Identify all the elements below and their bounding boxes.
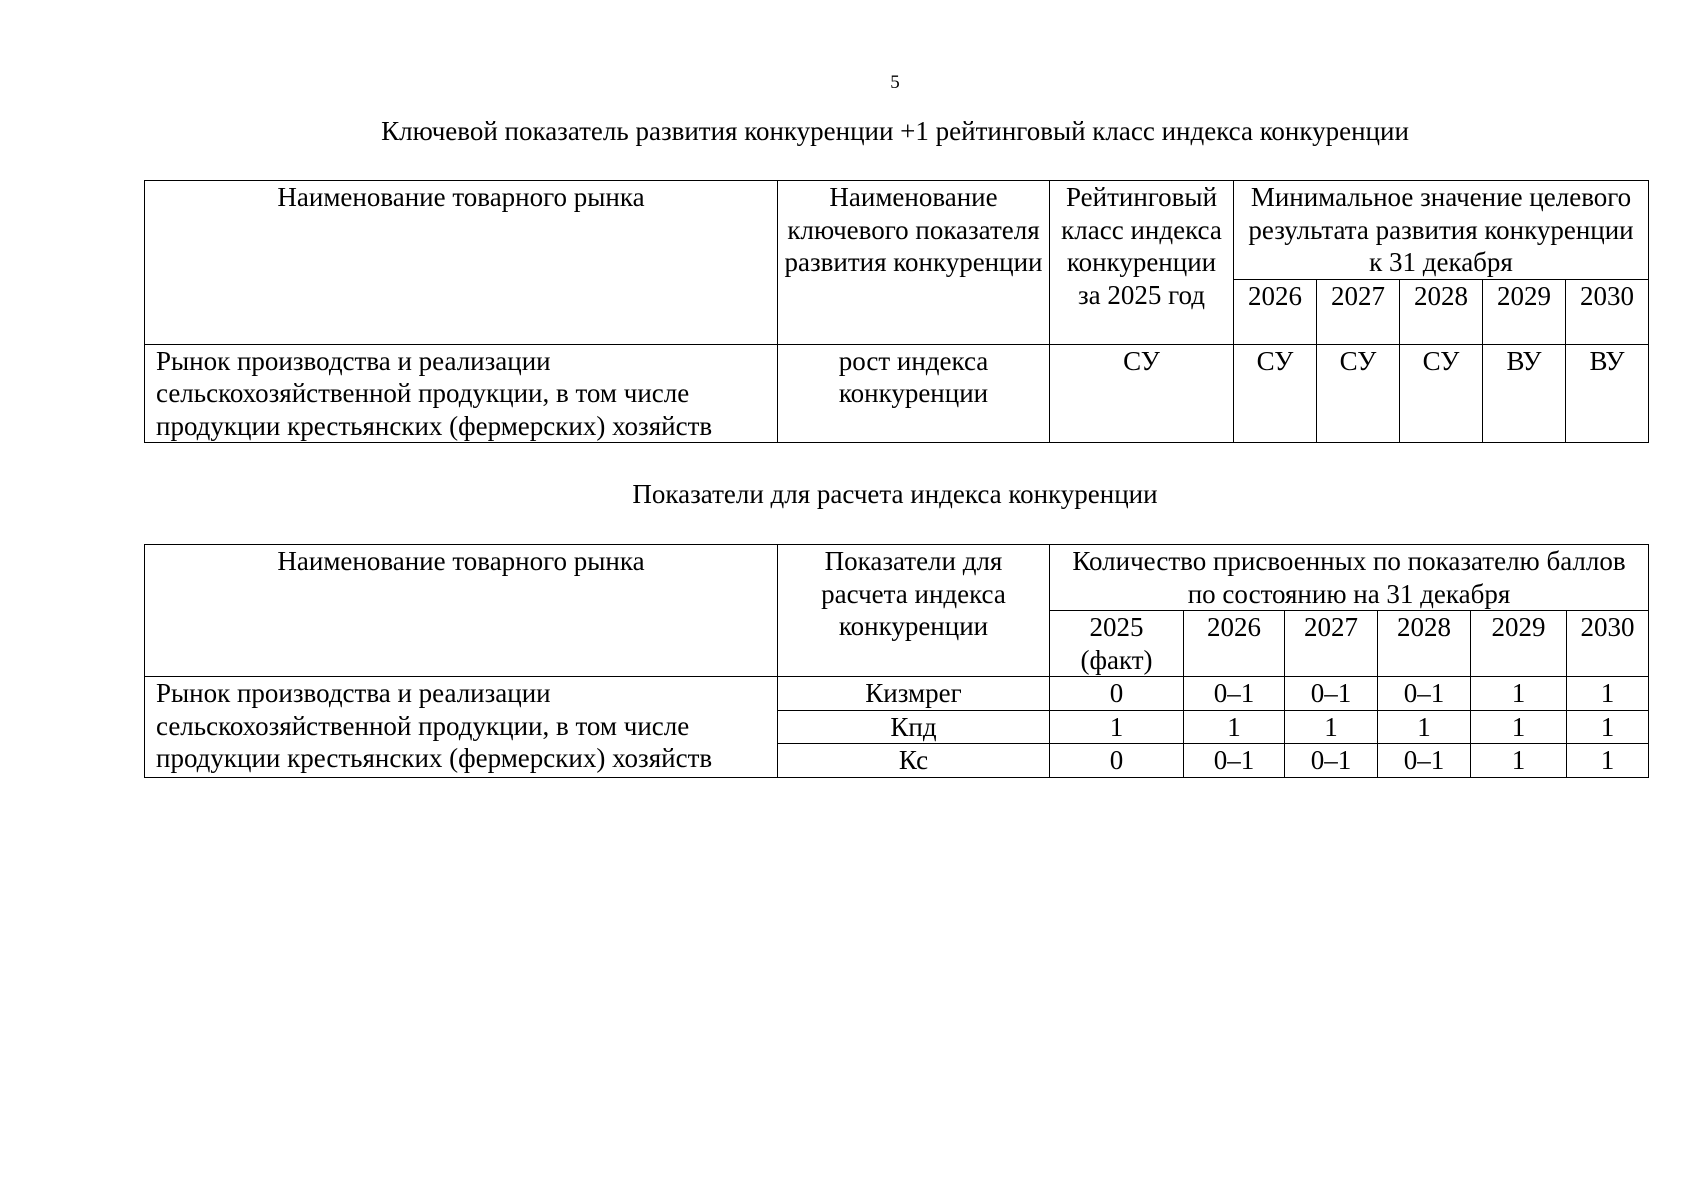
header-year: 2027 [1317,279,1400,344]
value-cell: 1 [1471,677,1567,711]
indicator-cell: рост индекса конкуренции [778,344,1050,443]
market-name-cell: Рынок производства и реализации сельскохозяйственной продукции, в том числе продукции крестьянских (фермерских) хозяйств [145,344,778,443]
header-indicator: Наименование ключевого показателя развития конкуренции [778,181,1050,345]
header-year: 2030 [1567,611,1649,677]
header-min-value: Минимальное значение целевого результата развития конкуренции к 31 декабря [1234,181,1649,280]
value-cell: 1 [1567,744,1649,778]
header-points: Количество присвоенных по показателю баллов по состоянию на 31 декабря [1050,545,1649,611]
header-year: 2029 [1471,611,1567,677]
value-cell: 1 [1471,744,1567,778]
value-cell: СУ [1400,344,1483,443]
header-year: 2030 [1566,279,1649,344]
indicator-cell: Кизмрег [778,677,1050,711]
header-indicators: Показатели для расчета индекса конкуренции [778,545,1050,677]
value-cell: ВУ [1483,344,1566,443]
value-cell: 1 [1285,710,1378,744]
header-year: 2027 [1285,611,1378,677]
header-year: 2025 (факт) [1050,611,1184,677]
value-cell: 0–1 [1285,744,1378,778]
value-cell: СУ [1317,344,1400,443]
value-cell: 0 [1050,677,1184,711]
key-indicator-table [144,180,1649,443]
market-name-cell: Рынок производства и реализации сельскохозяйственной продукции, в том числе продукции крестьянских (фермерских) хозяйств [145,677,778,778]
rating-class-cell: СУ [1050,344,1234,443]
key-indicator-heading: Ключевой показатель развития конкуренции +1 рейтинговый класс индекса конкуренции [381,116,1409,146]
value-cell: 0–1 [1285,677,1378,711]
indicators-table [144,544,1649,778]
value-cell: 0 [1050,744,1184,778]
table-row [145,344,1649,443]
header-rating-class: Рейтинговый класс индекса конкуренции за 2025 год [1050,181,1234,345]
value-cell: 0–1 [1378,744,1471,778]
table-header-row [145,545,1649,611]
header-year: 2026 [1184,611,1285,677]
header-market: Наименование товарного рынка [145,545,778,677]
page-number: 5 [890,72,900,93]
value-cell: 0–1 [1378,677,1471,711]
value-cell: ВУ [1566,344,1649,443]
value-cell: 1 [1567,710,1649,744]
value-cell: 1 [1050,710,1184,744]
header-market: Наименование товарного рынка [145,181,778,345]
table-row [145,677,1649,711]
table-header-row [145,181,1649,280]
indicators-heading: Показатели для расчета индекса конкуренции [632,479,1158,509]
header-year: 2028 [1400,279,1483,344]
value-cell: 1 [1378,710,1471,744]
header-year: 2029 [1483,279,1566,344]
indicator-cell: Кс [778,744,1050,778]
value-cell: 1 [1184,710,1285,744]
value-cell: СУ [1234,344,1317,443]
value-cell: 0–1 [1184,744,1285,778]
header-year: 2028 [1378,611,1471,677]
indicator-cell: Кпд [778,710,1050,744]
header-year: 2026 [1234,279,1317,344]
value-cell: 1 [1567,677,1649,711]
value-cell: 0–1 [1184,677,1285,711]
value-cell: 1 [1471,710,1567,744]
